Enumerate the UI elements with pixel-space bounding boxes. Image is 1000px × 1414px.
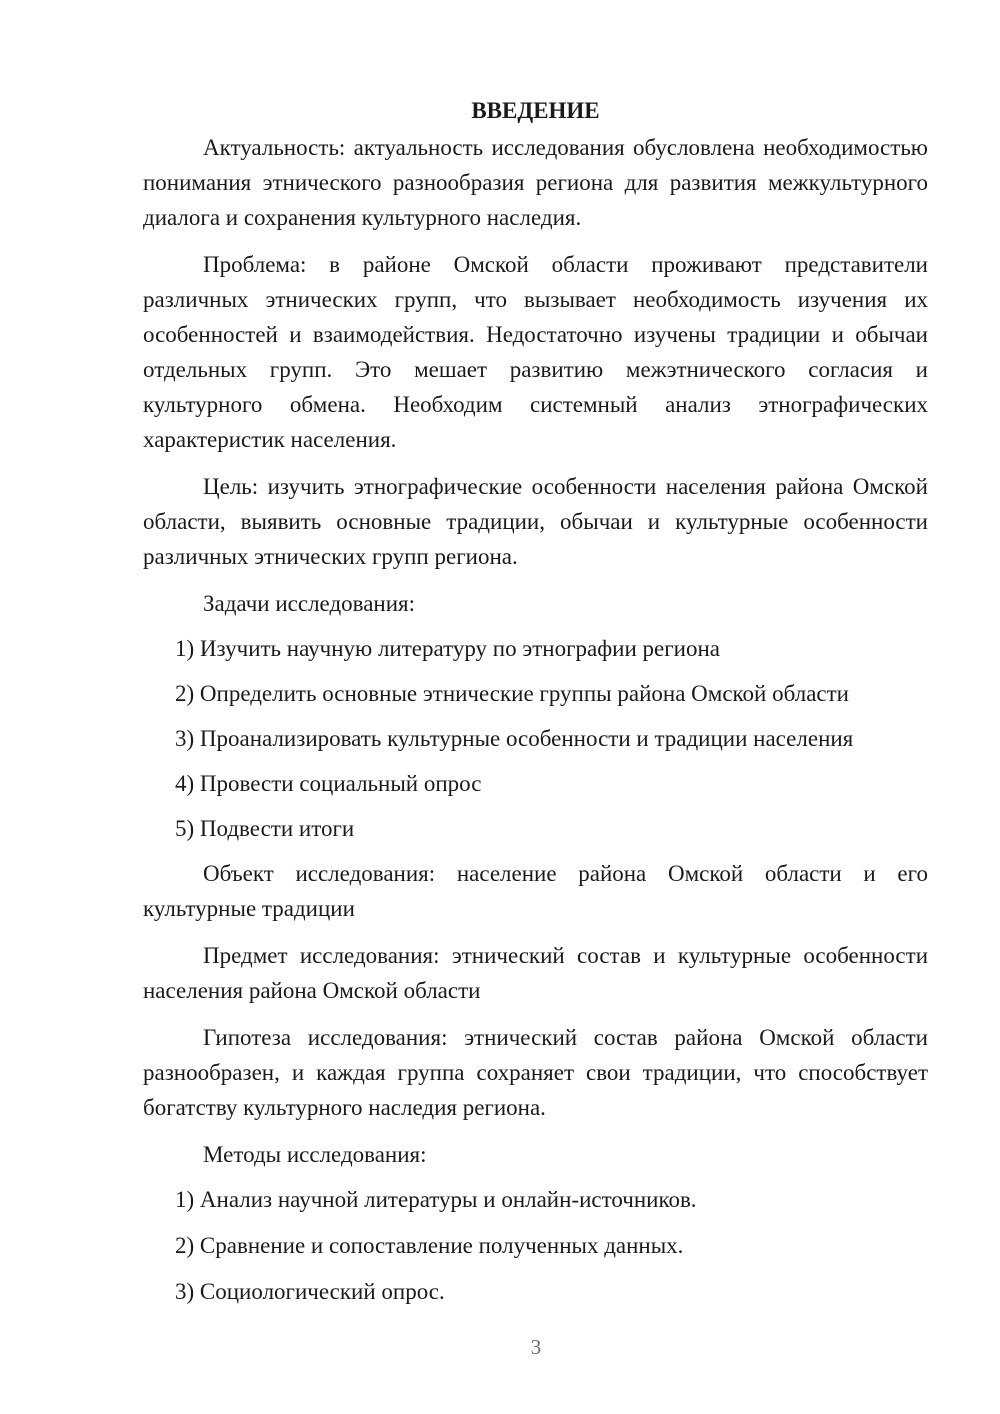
list-item: 2) Определить основные этнические группы района Омской области xyxy=(175,681,849,706)
page-content xyxy=(143,93,928,1320)
hypothesis-paragraph: Гипотеза исследования: этнический состав района Омской области разнообразен, и каждая группа сохраняет свои традиции, что способствует богатству культурного наследия региона. xyxy=(143,1025,928,1120)
goal-paragraph: Цель: изучить этнографические особенности населения района Омской области, выявить основные традиции, обычаи и культурные особенности различных этнических групп региона. xyxy=(143,474,928,569)
section-heading: ВВЕДЕНИЕ xyxy=(471,98,600,123)
methods-title: Методы исследования: xyxy=(203,1142,427,1167)
list-item: 1) Анализ научной литературы и онлайн-источников. xyxy=(175,1187,697,1212)
page-number: 3 xyxy=(530,1335,542,1359)
tasks-list xyxy=(143,631,928,846)
problem-paragraph: Проблема: в районе Омской области проживают представители различных этнических групп, что вызывает необходимость изучения их особенностей и взаимодействия. Недостаточно изучены традиции и обычаи отдельных групп. Это мешает развитию межэтнического согласия и культурного обмена. Необходим системный анализ этнографических характеристик населения. xyxy=(143,252,928,452)
list-item: 4) Провести социальный опрос xyxy=(175,771,482,796)
list-item: 5) Подвести итоги xyxy=(175,816,355,841)
list-item: 1) Изучить научную литературу по этнографии региона xyxy=(175,636,720,661)
methods-list xyxy=(143,1182,928,1309)
tasks-title: Задачи исследования: xyxy=(203,591,416,616)
list-item: 2) Сравнение и сопоставление полученных данных. xyxy=(175,1233,684,1258)
list-item: 3) Проанализировать культурные особенности и традиции населения xyxy=(175,726,854,751)
list-item: 3) Социологический опрос. xyxy=(175,1279,445,1304)
relevance-paragraph: Актуальность: актуальность исследования обусловлена необходимостью понимания этнического разнообразия региона для развития межкультурного диалога и сохранения культурного наследия. xyxy=(143,135,928,230)
subject-paragraph: Предмет исследования: этнический состав и культурные особенности населения района Омской области xyxy=(143,943,928,1003)
object-paragraph: Объект исследования: население района Омской области и его культурные традиции xyxy=(143,861,928,921)
